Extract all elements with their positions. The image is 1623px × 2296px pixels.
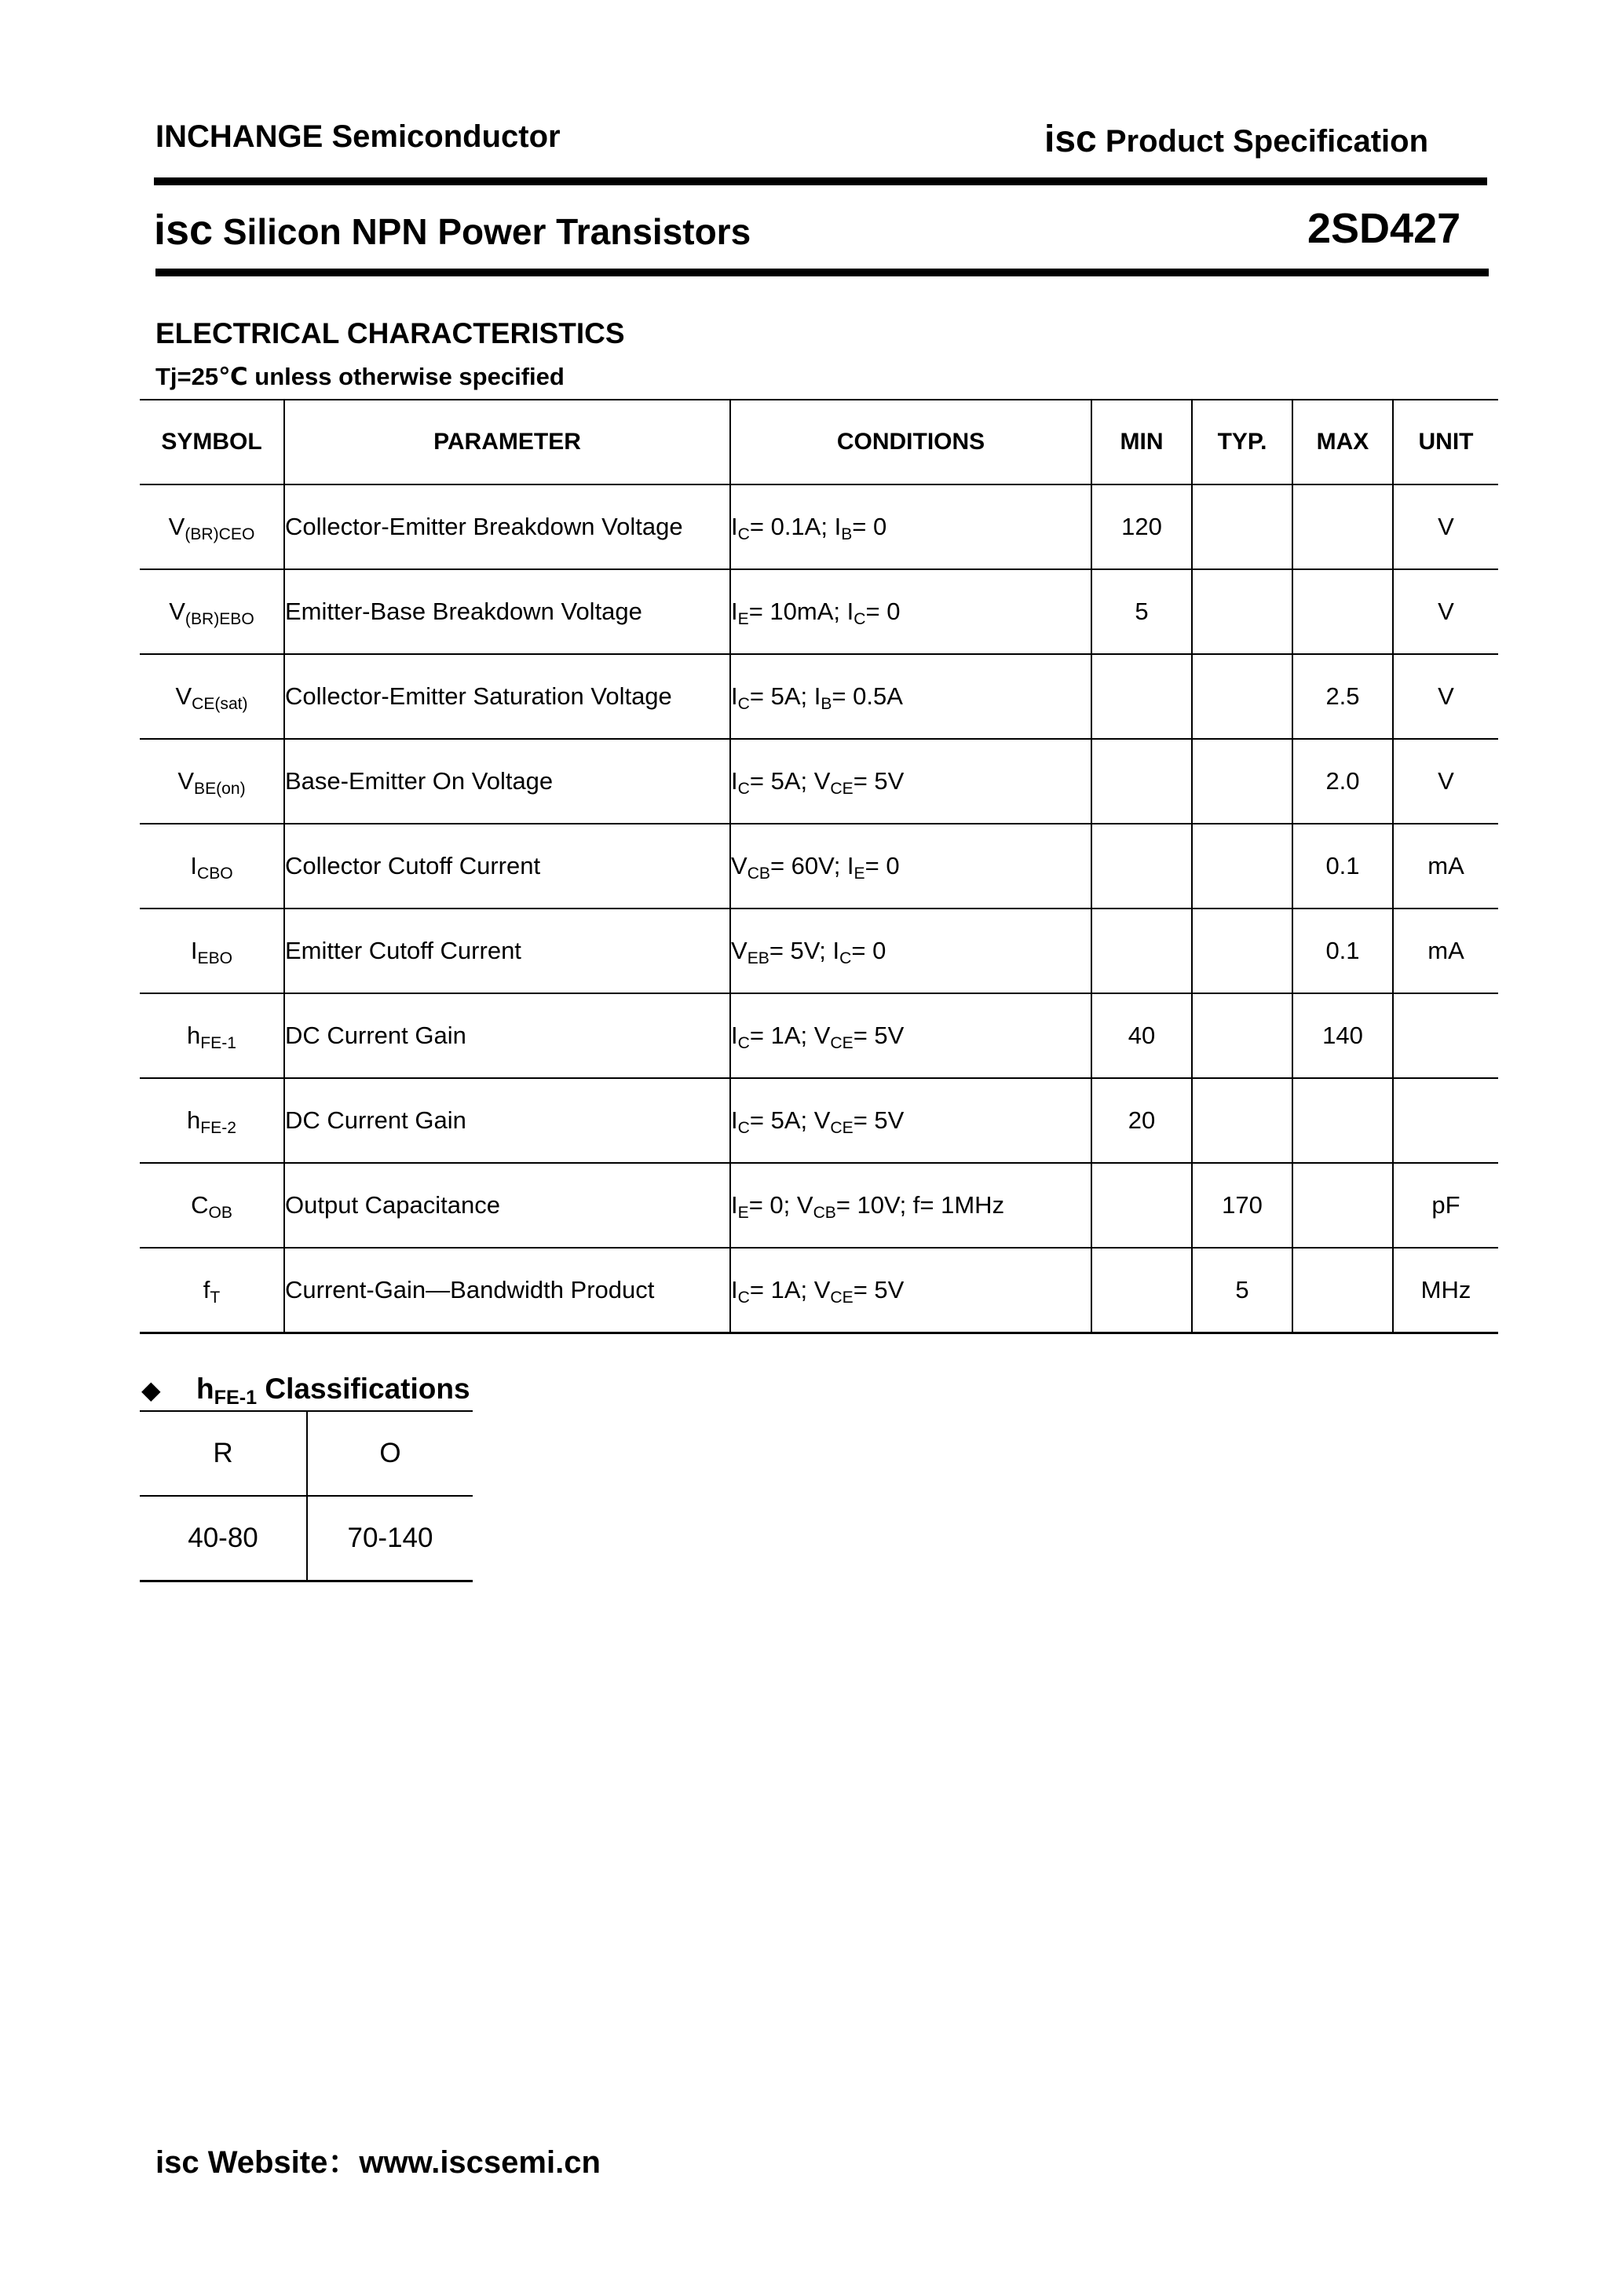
diamond-bullet-icon: ◆ (141, 1376, 161, 1404)
max-cell (1292, 1248, 1393, 1333)
condition-letter: I (731, 1106, 738, 1134)
unit-cell: V (1393, 739, 1498, 824)
parameter-text: Collector-Emitter Saturation Voltage (285, 682, 672, 710)
parameter-cell (284, 484, 730, 569)
symbol-letter: V (168, 513, 185, 540)
header-min: MIN (1091, 400, 1192, 484)
parameter-cell (284, 569, 730, 654)
condition-subscript: C (854, 609, 866, 628)
condition-letter: I (731, 1276, 738, 1303)
table-header-row (140, 400, 1498, 484)
condition-letter: V (813, 1022, 831, 1049)
symbol-letter: V (177, 767, 195, 795)
symbol-cell (140, 739, 284, 824)
symbol-subscript: CBO (196, 864, 233, 883)
symbol-letter: I (190, 852, 197, 879)
condition-subscript: CE (830, 1033, 854, 1052)
symbol-cell (140, 1163, 284, 1248)
conditions-cell (730, 739, 1091, 824)
condition-subscript: CB (813, 1203, 836, 1222)
conditions-cell (730, 1078, 1091, 1163)
symbol-cell (140, 1078, 284, 1163)
condition-subscript: C (737, 1118, 750, 1137)
max-cell: 0.1 (1292, 909, 1393, 993)
condition-letter: V (813, 767, 831, 795)
min-cell: 20 (1091, 1078, 1192, 1163)
max-cell: 2.0 (1292, 739, 1393, 824)
min-cell (1091, 654, 1192, 739)
condition-letter: I (813, 682, 821, 710)
condition-letter: I (731, 767, 738, 795)
header-max: MAX (1292, 400, 1393, 484)
parameter-text: Base-Emitter On Voltage (285, 767, 554, 795)
condition-subscript: C (737, 779, 750, 798)
condition-value: = 0; (748, 1191, 797, 1219)
condition-value: = 0.5A (832, 682, 903, 710)
symbol-letter: V (169, 598, 185, 625)
spec-heading (1044, 118, 1428, 161)
symbol-letter: I (190, 937, 198, 964)
parameter-cell (284, 824, 730, 909)
condition-value: = 5A; (749, 682, 814, 710)
header-unit: UNIT (1393, 400, 1498, 484)
company-name: INCHANGE Semiconductor (155, 119, 561, 154)
unit-cell: MHz (1393, 1248, 1498, 1333)
cls-title-text: Classifications (257, 1373, 470, 1405)
symbol-cell (140, 909, 284, 993)
symbol-letter: C (191, 1191, 209, 1219)
table-row (140, 1163, 1498, 1248)
condition-value: = 5V; (769, 937, 833, 964)
conditions-cell (730, 1163, 1091, 1248)
symbol-subscript: OB (208, 1203, 232, 1222)
spec-brand: isc (1044, 119, 1097, 160)
table-row (140, 569, 1498, 654)
condition-subscript: C (839, 949, 852, 967)
condition-subscript: EB (747, 949, 769, 967)
condition-letter: V (796, 1191, 813, 1219)
table-row (140, 484, 1498, 569)
unit-cell (1393, 1078, 1498, 1163)
typ-cell (1192, 484, 1292, 569)
title-text: Silicon NPN Power Transistors (222, 211, 751, 252)
unit-cell: mA (1393, 824, 1498, 909)
typ-cell (1192, 993, 1292, 1078)
condition-value: = 5A; (749, 1106, 814, 1134)
condition-value: = 10V; f= 1MHz (835, 1191, 1005, 1219)
electrical-characteristics-table (140, 399, 1498, 1334)
table-row (140, 993, 1498, 1078)
cls-value-o: 70-140 (307, 1496, 473, 1581)
conditions-cell (730, 654, 1091, 739)
symbol-letter: V (175, 682, 192, 710)
section-subtitle: Tj=25℃ unless otherwise specified (155, 363, 565, 390)
condition-value: = 5V (853, 1106, 905, 1134)
condition-value: = 5A; (749, 767, 814, 795)
condition-subscript: E (854, 864, 865, 883)
parameter-cell (284, 1163, 730, 1248)
unit-cell: V (1393, 569, 1498, 654)
title-brand: isc (154, 207, 214, 254)
condition-subscript: B (821, 694, 832, 713)
parameter-text: Collector Cutoff Current (285, 852, 541, 879)
condition-value: = 5V (853, 1022, 905, 1049)
condition-letter: V (731, 852, 748, 879)
symbol-cell (140, 569, 284, 654)
parameter-text: Output Capacitance (285, 1191, 501, 1219)
parameter-cell (284, 909, 730, 993)
parameter-text: Emitter Cutoff Current (285, 937, 521, 964)
table-row (140, 654, 1498, 739)
condition-value: = 1A; (749, 1276, 814, 1303)
condition-value: = 10mA; (748, 598, 847, 625)
header-symbol: SYMBOL (140, 400, 284, 484)
section-title: ELECTRICAL CHARACTERISTICS (155, 317, 625, 349)
symbol-cell (140, 484, 284, 569)
min-cell: 120 (1091, 484, 1192, 569)
parameter-cell (284, 654, 730, 739)
unit-cell (1393, 993, 1498, 1078)
conditions-cell (730, 909, 1091, 993)
parameter-cell (284, 1078, 730, 1163)
condition-value: = 5V (853, 1276, 905, 1303)
table-row (140, 1411, 473, 1496)
conditions-cell (730, 569, 1091, 654)
table-row (140, 824, 1498, 909)
cls-title-sub: FE-1 (214, 1387, 258, 1409)
parameter-text: DC Current Gain (285, 1022, 466, 1049)
condition-subscript: B (841, 525, 853, 543)
parameter-cell (284, 993, 730, 1078)
cls-value-r: 40-80 (140, 1496, 307, 1581)
condition-value: = 5V (853, 767, 905, 795)
typ-cell (1192, 1078, 1292, 1163)
condition-subscript: E (737, 609, 749, 628)
condition-letter: I (846, 598, 854, 625)
symbol-subscript: FE-1 (200, 1033, 236, 1052)
condition-letter: I (846, 852, 854, 879)
symbol-subscript: FE-2 (200, 1118, 236, 1137)
condition-value: = 0 (865, 598, 901, 625)
footer-website: isc Website：www.iscsemi.cn (155, 2145, 601, 2180)
condition-value: = 0 (865, 852, 900, 879)
symbol-letter: f (203, 1276, 210, 1303)
min-cell (1091, 824, 1192, 909)
table-row (140, 1248, 1498, 1333)
condition-subscript: C (737, 694, 750, 713)
max-cell (1292, 1078, 1393, 1163)
symbol-cell (140, 824, 284, 909)
symbol-letter: h (187, 1106, 201, 1134)
condition-letter: V (813, 1276, 831, 1303)
table-row (140, 1496, 473, 1581)
condition-value: = 0 (851, 937, 886, 964)
typ-cell: 170 (1192, 1163, 1292, 1248)
table-row (140, 1078, 1498, 1163)
condition-letter: I (731, 682, 738, 710)
max-cell (1292, 569, 1393, 654)
table-row (140, 739, 1498, 824)
min-cell: 5 (1091, 569, 1192, 654)
cls-header-r: R (140, 1411, 307, 1496)
parameter-text: Collector-Emitter Breakdown Voltage (285, 513, 683, 540)
unit-cell: V (1393, 484, 1498, 569)
condition-letter: V (731, 937, 748, 964)
classifications-table (140, 1410, 473, 1582)
symbol-subscript: EBO (197, 949, 233, 967)
typ-cell (1192, 824, 1292, 909)
condition-letter: I (832, 937, 840, 964)
min-cell: 40 (1091, 993, 1192, 1078)
symbol-cell (140, 654, 284, 739)
max-cell: 0.1 (1292, 824, 1393, 909)
unit-cell: mA (1393, 909, 1498, 993)
parameter-cell (284, 1248, 730, 1333)
typ-cell: 5 (1192, 1248, 1292, 1333)
condition-letter: I (731, 598, 738, 625)
condition-subscript: C (737, 525, 750, 543)
header-typ: TYP. (1192, 400, 1292, 484)
condition-subscript: E (737, 1203, 749, 1222)
title-rule (155, 269, 1489, 276)
max-cell (1292, 1163, 1393, 1248)
parameter-text: Current-Gain—Bandwidth Product (285, 1276, 655, 1303)
parameter-cell (284, 739, 730, 824)
conditions-cell (730, 824, 1091, 909)
cls-title-sym: h (196, 1373, 214, 1405)
symbol-subscript: (BR)EBO (185, 609, 254, 628)
symbol-cell (140, 993, 284, 1078)
conditions-cell (730, 1248, 1091, 1333)
condition-value: = 0.1A; (749, 513, 835, 540)
condition-subscript: CE (830, 1288, 854, 1307)
typ-cell (1192, 654, 1292, 739)
parameter-text: DC Current Gain (285, 1106, 466, 1134)
min-cell (1091, 739, 1192, 824)
condition-subscript: C (737, 1288, 750, 1307)
condition-subscript: CE (830, 779, 854, 798)
symbol-subscript: T (210, 1288, 221, 1307)
condition-value: = 0 (852, 513, 887, 540)
condition-letter: V (813, 1106, 831, 1134)
header-conditions: CONDITIONS (730, 400, 1091, 484)
condition-letter: I (731, 1191, 738, 1219)
min-cell (1091, 1163, 1192, 1248)
condition-subscript: CE (830, 1118, 854, 1137)
conditions-cell (730, 993, 1091, 1078)
document-title (154, 206, 751, 254)
condition-subscript: C (737, 1033, 750, 1052)
symbol-subscript: CE(sat) (192, 694, 248, 713)
typ-cell (1192, 909, 1292, 993)
symbol-subscript: BE(on) (194, 779, 246, 798)
min-cell (1091, 1248, 1192, 1333)
symbol-cell (140, 1248, 284, 1333)
header-parameter: PARAMETER (284, 400, 730, 484)
part-number: 2SD427 (1307, 205, 1461, 252)
min-cell (1091, 909, 1192, 993)
unit-cell: pF (1393, 1163, 1498, 1248)
condition-subscript: CB (747, 864, 770, 883)
conditions-cell (730, 484, 1091, 569)
cls-header-o: O (307, 1411, 473, 1496)
max-cell (1292, 484, 1393, 569)
max-cell: 140 (1292, 993, 1393, 1078)
condition-value: = 1A; (749, 1022, 814, 1049)
parameter-text: Emitter-Base Breakdown Voltage (285, 598, 642, 625)
typ-cell (1192, 569, 1292, 654)
typ-cell (1192, 739, 1292, 824)
condition-letter: I (731, 1022, 738, 1049)
classifications-title (141, 1373, 470, 1409)
spec-label: Product Specification (1105, 124, 1429, 159)
table-row (140, 909, 1498, 993)
condition-letter: I (731, 513, 738, 540)
symbol-subscript: (BR)CEO (185, 525, 255, 543)
header-rule (154, 177, 1487, 185)
unit-cell: V (1393, 654, 1498, 739)
condition-value: = 60V; (769, 852, 847, 879)
condition-letter: I (834, 513, 842, 540)
symbol-letter: h (187, 1022, 201, 1049)
max-cell: 2.5 (1292, 654, 1393, 739)
